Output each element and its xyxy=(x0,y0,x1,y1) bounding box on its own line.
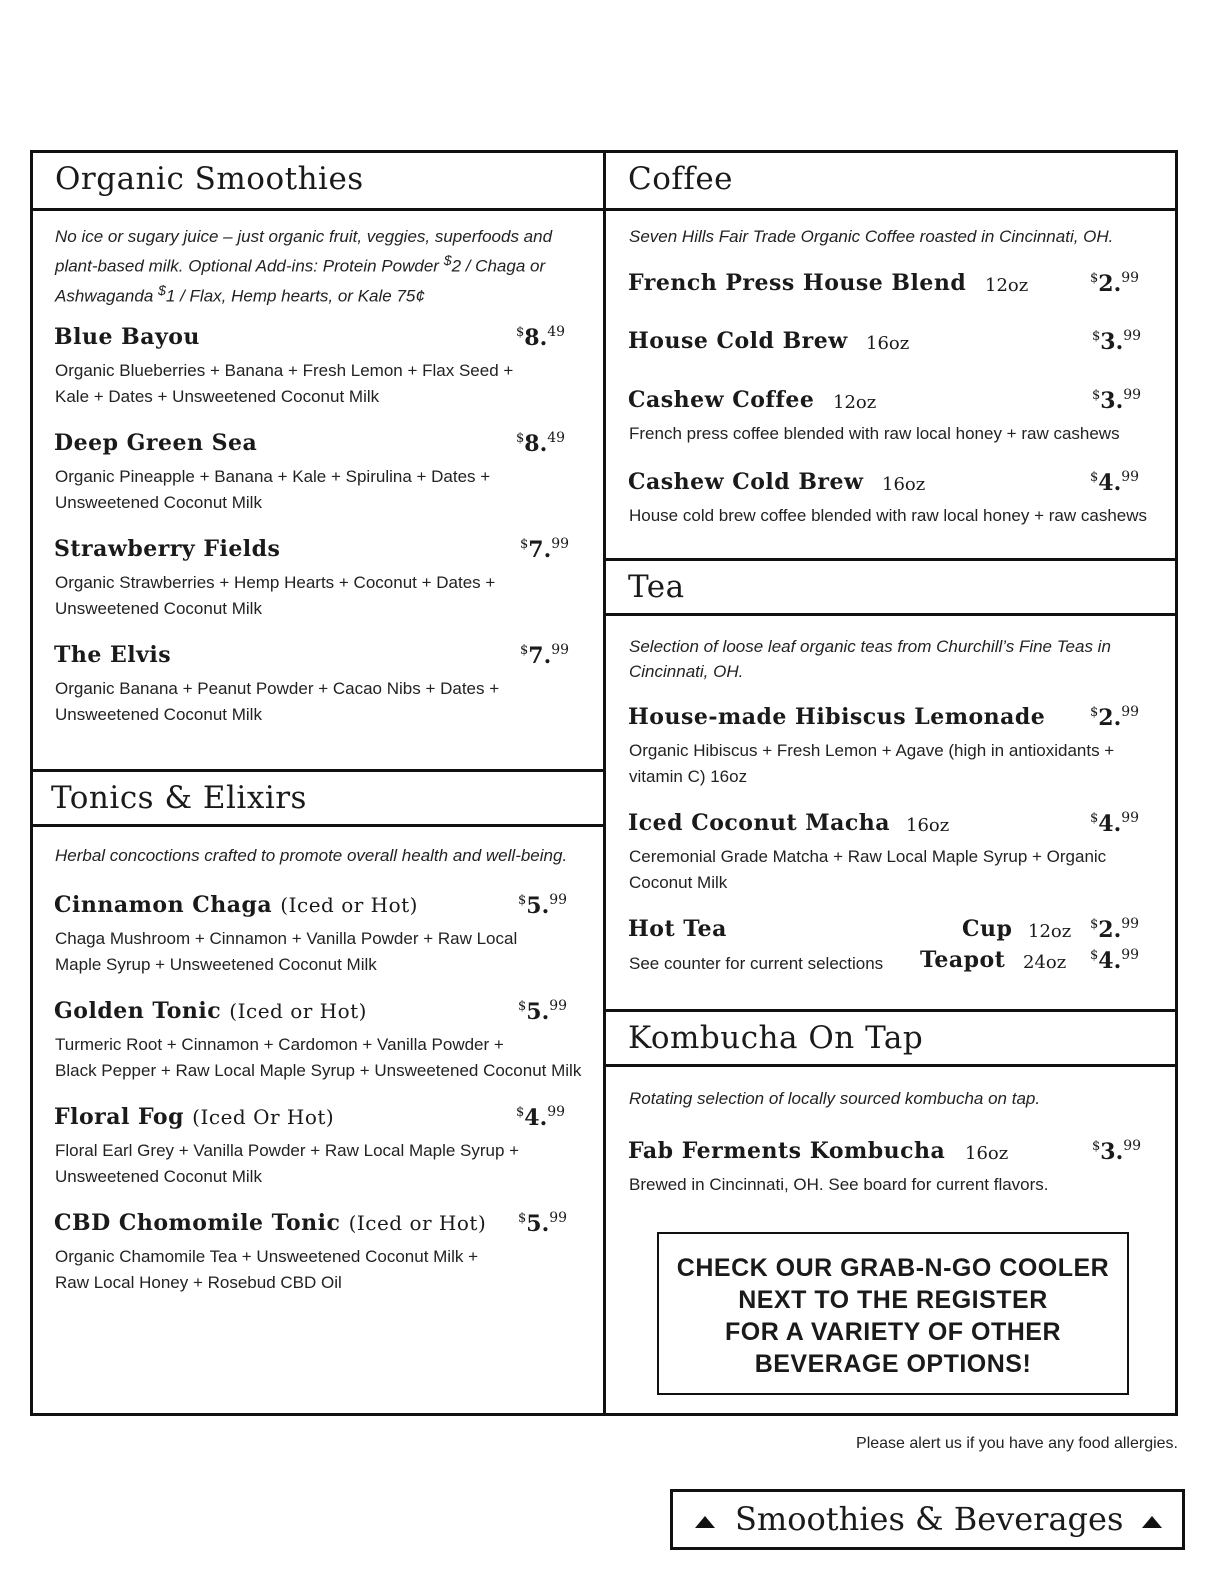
coffee-name: Cashew Cold Brew xyxy=(628,469,864,495)
tonics-header xyxy=(33,769,604,827)
hot-tea-pot-label: Teapot xyxy=(920,947,1006,973)
coffee-price: $4.99 xyxy=(1090,469,1140,496)
tonic-price: $5.99 xyxy=(518,998,568,1025)
cooler-line: BEVERAGE OPTIONS! xyxy=(754,1350,1032,1378)
smoothie-price: $8.49 xyxy=(516,430,566,457)
coffee-header xyxy=(606,153,1175,211)
coffee-price: $3.99 xyxy=(1092,387,1142,414)
cooler-line: NEXT TO THE REGISTER xyxy=(738,1286,1048,1314)
tea-name: Iced Coconut Macha xyxy=(628,810,891,836)
smoothies-intro: No ice or sugary juice – just organic fruit, veggies, superfoods and plant-based milk. Optional Add-ins: Protein Powder $2 / Chaga or Ashwaganda $1 / Flax, Hemp hearts, or Kale 75¢ xyxy=(55,227,553,306)
tonic-desc: Organic Chamomile Tea + Unsweetened Coconut Milk + Raw Local Honey + Rosebud CBD Oil xyxy=(55,1247,479,1292)
tonic-desc: Floral Earl Grey + Vanilla Powder + Raw Local Maple Syrup + Unsweetened Coconut Milk xyxy=(55,1141,520,1186)
coffee-name: French Press House Blend xyxy=(628,270,967,296)
cooler-line: FOR A VARIETY OF OTHER xyxy=(724,1318,1061,1346)
tea-price: $4.99 xyxy=(1090,810,1140,837)
tea-desc: Organic Hibiscus + Fresh Lemon + Agave (high in antioxidants + vitamin C) 16oz xyxy=(629,741,1115,786)
tea-price: $2.99 xyxy=(1090,704,1140,731)
grab-n-go-cooler-callout xyxy=(657,1232,1129,1395)
tea-size: 16oz xyxy=(906,815,950,836)
cooler-line: CHECK OUR GRAB-N-GO COOLER xyxy=(676,1254,1110,1282)
smoothie-name: The Elvis xyxy=(54,642,172,668)
allergy-note: Please alert us if you have any food allergies. xyxy=(856,1435,1178,1452)
triangle-up-icon xyxy=(1142,1516,1162,1528)
smoothie-name: Blue Bayou xyxy=(54,324,200,350)
hot-tea-name: Hot Tea xyxy=(628,916,727,942)
tea-name: House-made Hibiscus Lemonade xyxy=(628,704,1046,730)
coffee-name: Cashew Coffee xyxy=(628,387,815,413)
kombucha-size: 16oz xyxy=(965,1143,1009,1164)
smoothie-desc: Organic Banana + Peanut Powder + Cacao Nibs + Dates + Unsweetened Coconut Milk xyxy=(55,679,500,724)
tonic-price: $5.99 xyxy=(518,892,568,919)
tonics-title: Tonics & Elixirs xyxy=(51,780,307,816)
smoothies-header xyxy=(33,153,604,211)
tea-intro: Selection of loose leaf organic teas from Churchill’s Fine Teas in Cincinnati, OH. xyxy=(629,637,1111,681)
hot-tea-pot-size: 24oz xyxy=(1023,952,1067,973)
coffee-desc: French press coffee blended with raw local honey + raw cashews xyxy=(629,424,1120,443)
kombucha-name: Fab Ferments Kombucha xyxy=(628,1138,946,1164)
triangle-up-icon xyxy=(695,1516,715,1528)
tonic-desc: Chaga Mushroom + Cinnamon + Vanilla Powder + Raw Local Maple Syrup + Unsweetened Coconut Milk xyxy=(55,929,518,974)
smoothie-name: Deep Green Sea xyxy=(54,430,258,456)
tea-desc: Ceremonial Grade Matcha + Raw Local Maple Syrup + Organic Coconut Milk xyxy=(629,847,1107,892)
footer-tab xyxy=(670,1489,1185,1550)
coffee-price: $2.99 xyxy=(1090,270,1140,297)
tonic-name: Cinnamon Chaga (Iced or Hot) xyxy=(54,892,418,918)
smoothies-title: Organic Smoothies xyxy=(55,161,364,197)
kombucha-header xyxy=(606,1009,1175,1067)
coffee-size: 12oz xyxy=(833,392,877,413)
tea-header xyxy=(606,558,1175,616)
hot-tea-cup-size: 12oz xyxy=(1028,921,1072,942)
coffee-size: 16oz xyxy=(866,333,910,354)
tonic-desc: Turmeric Root + Cinnamon + Cardomon + Vanilla Powder + Black Pepper + Raw Local Maple Syrup + Unsweetened Coconut Milk xyxy=(55,1035,582,1080)
hot-tea-pot-price: $4.99 xyxy=(1090,947,1140,974)
coffee-intro: Seven Hills Fair Trade Organic Coffee roasted in Cincinnati, OH. xyxy=(629,227,1114,246)
tonic-name: CBD Chomomile Tonic (Iced or Hot) xyxy=(54,1210,487,1236)
coffee-price: $3.99 xyxy=(1092,328,1142,355)
coffee-name: House Cold Brew xyxy=(628,328,848,354)
smoothie-name: Strawberry Fields xyxy=(54,536,281,562)
smoothie-price: $7.99 xyxy=(520,536,570,563)
coffee-desc: House cold brew coffee blended with raw local honey + raw cashews xyxy=(629,506,1148,525)
smoothie-desc: Organic Blueberries + Banana + Fresh Lemon + Flax Seed + Kale + Dates + Unsweetened Coconut Milk xyxy=(55,361,514,406)
kombucha-desc: Brewed in Cincinnati, OH. See board for current flavors. xyxy=(629,1175,1049,1194)
hot-tea-desc: See counter for current selections xyxy=(629,954,884,973)
footer-tab-label: Smoothies & Beverages xyxy=(735,1500,1124,1538)
coffee-size: 16oz xyxy=(882,474,926,495)
tea-title: Tea xyxy=(628,569,685,605)
smoothie-desc: Organic Strawberries + Hemp Hearts + Coconut + Dates + Unsweetened Coconut Milk xyxy=(55,573,496,618)
tonic-price: $5.99 xyxy=(518,1210,568,1237)
kombucha-intro: Rotating selection of locally sourced kombucha on tap. xyxy=(629,1089,1041,1108)
tonic-price: $4.99 xyxy=(516,1104,566,1131)
coffee-title: Coffee xyxy=(628,161,734,197)
tonic-name: Floral Fog (Iced Or Hot) xyxy=(54,1104,335,1130)
smoothie-desc: Organic Pineapple + Banana + Kale + Spirulina + Dates + Unsweetened Coconut Milk xyxy=(55,467,491,512)
coffee-size: 12oz xyxy=(985,275,1029,296)
kombucha-title: Kombucha On Tap xyxy=(628,1020,924,1056)
hot-tea-cup-label: Cup xyxy=(962,916,1013,942)
hot-tea-cup-price: $2.99 xyxy=(1090,916,1140,943)
kombucha-price: $3.99 xyxy=(1092,1138,1142,1165)
tonic-name: Golden Tonic (Iced or Hot) xyxy=(54,998,367,1024)
smoothie-price: $8.49 xyxy=(516,324,566,351)
smoothie-price: $7.99 xyxy=(520,642,570,669)
tonics-intro: Herbal concoctions crafted to promote overall health and well-being. xyxy=(55,846,568,865)
